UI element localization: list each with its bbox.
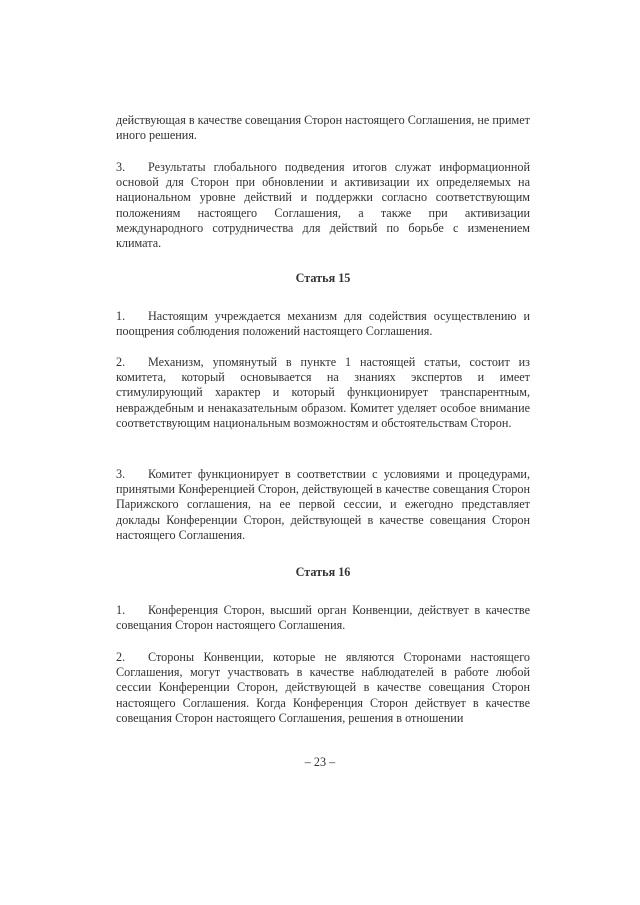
paragraph-number: 3. xyxy=(116,160,126,174)
paragraph-body xyxy=(116,603,530,633)
paragraph-number: 1. xyxy=(116,309,126,323)
paragraph-text: Конференция Сторон, высший орган Конвенции, действует в качестве совещания Сторон настоящего Соглашения. xyxy=(116,603,530,633)
paragraph-3 xyxy=(116,160,530,251)
paragraph-number: 2. xyxy=(116,355,126,369)
paragraph-text: Настоящим учреждается механизм для содействия осуществлению и поощрения соблюдения положений настоящего Соглашения. xyxy=(116,309,530,339)
article-15-heading: Статья 15 xyxy=(295,271,351,285)
paragraph-text: Стороны Конвенции, которые не являются Сторонами настоящего Соглашения, могут участвовать в качестве наблюдателей в работе любой сессии Конференции Сторон, действующей в качестве совещания Сторон настоящего Соглашения. Когда Конференция Сторон действует в качестве совещания Сторон настоящего Соглашения, решения в отношении xyxy=(116,650,530,725)
paragraph-number: 2. xyxy=(116,650,126,664)
article-16-heading: Статья 16 xyxy=(295,565,351,579)
paragraph-number: 1. xyxy=(116,603,126,617)
continuation-paragraph xyxy=(116,113,530,143)
paragraph-body xyxy=(116,467,530,543)
paragraph-text: действующая в качестве совещания Сторон настоящего Соглашения, не примет иного решения. xyxy=(116,113,530,143)
article-15-paragraph-2 xyxy=(116,355,530,431)
paragraph-body xyxy=(116,160,530,251)
article-16-paragraph-1 xyxy=(116,603,530,633)
paragraph-body xyxy=(116,650,530,726)
article-15-paragraph-1 xyxy=(116,309,530,339)
article-16-paragraph-2 xyxy=(116,650,530,726)
article-15-paragraph-3 xyxy=(116,467,530,543)
paragraph-text: Результаты глобального подведения итогов служат информационной основой для Сторон при обновлении и активизации их определяемых на национальном уровне действий и поддержки согласно соответствующим положениям настоящего Соглашения, а также при активизации международного сотрудничества для действий по борьбе с изменением климата. xyxy=(116,160,530,251)
paragraph-body xyxy=(116,355,530,431)
paragraph-text: Комитет функционирует в соответствии с условиями и процедурами, принятыми Конференцией Сторон, действующей в качестве совещания Сторон Парижского соглашения, на ее первой сессии, и ежегодно представляет доклады Конференции Сторон, действующей в качестве совещания Сторон настоящего Соглашения. xyxy=(116,467,530,542)
page-number: – 23 – xyxy=(304,755,336,769)
paragraph-number: 3. xyxy=(116,467,126,481)
paragraph-body xyxy=(116,309,530,339)
paragraph-text: Механизм, упомянутый в пункте 1 настоящей статьи, состоит из комитета, который основывается на знаниях экспертов и имеет стимулирующий характер и который функционирует транспарентным, невраждебным и ненаказательным образом. Комитет уделяет особое внимание соответствующим национальным возможностям и обстоятельствам Сторон. xyxy=(116,355,530,430)
